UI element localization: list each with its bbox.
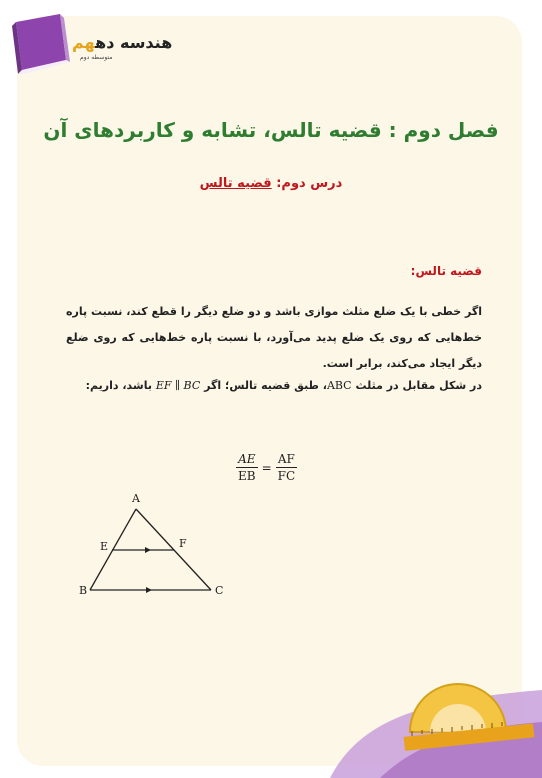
label-c: C bbox=[215, 584, 224, 597]
logo-title-main: هندسه ده bbox=[95, 33, 173, 52]
lesson-name: قضیه تالس bbox=[199, 176, 272, 191]
label-e: E bbox=[100, 540, 109, 553]
label-a: A bbox=[132, 492, 140, 505]
lhs-numerator: AE bbox=[238, 452, 256, 466]
logo-subtitle: متوسطه دوم bbox=[80, 54, 113, 61]
arrow-ef bbox=[145, 547, 151, 553]
arrow-bc bbox=[146, 587, 152, 593]
logo-title-accent: هم bbox=[72, 33, 96, 52]
label-f: F bbox=[179, 537, 187, 550]
lesson-prefix: درس دوم: bbox=[276, 176, 343, 191]
statement-part3: باشد، داریم: bbox=[85, 379, 152, 392]
section-title: قضیه تالس: bbox=[410, 264, 482, 278]
equals-sign: = bbox=[261, 460, 272, 475]
theorem-paragraph: اگر خطی با یک ضلع مثلث موازی باشد و دو ضلع دیگر را قطع کند، نسبت پاره خط‌هایی که روی یک ضلع پدید می‌آورد، با نسبت پاره خط‌هایی که روی ضلع دیگر ایجاد می‌کند، برابر است. bbox=[66, 305, 482, 370]
statement-part1: در شکل مقابل در مثلث bbox=[355, 379, 482, 392]
rhs-numerator: AF bbox=[277, 452, 295, 466]
statement-condition: EF ∥ BC bbox=[155, 379, 201, 392]
statement-triangle: ABC bbox=[326, 379, 352, 392]
label-b: B bbox=[79, 584, 88, 597]
rhs-denominator: FC bbox=[277, 469, 296, 483]
statement-part2: ، طبق قضیه تالس؛ اگر bbox=[204, 379, 327, 392]
page-title: فصل دوم : قضیه تالس، تشابه و کاربردهای آن bbox=[43, 118, 499, 142]
lhs-denominator: EB bbox=[238, 469, 256, 483]
